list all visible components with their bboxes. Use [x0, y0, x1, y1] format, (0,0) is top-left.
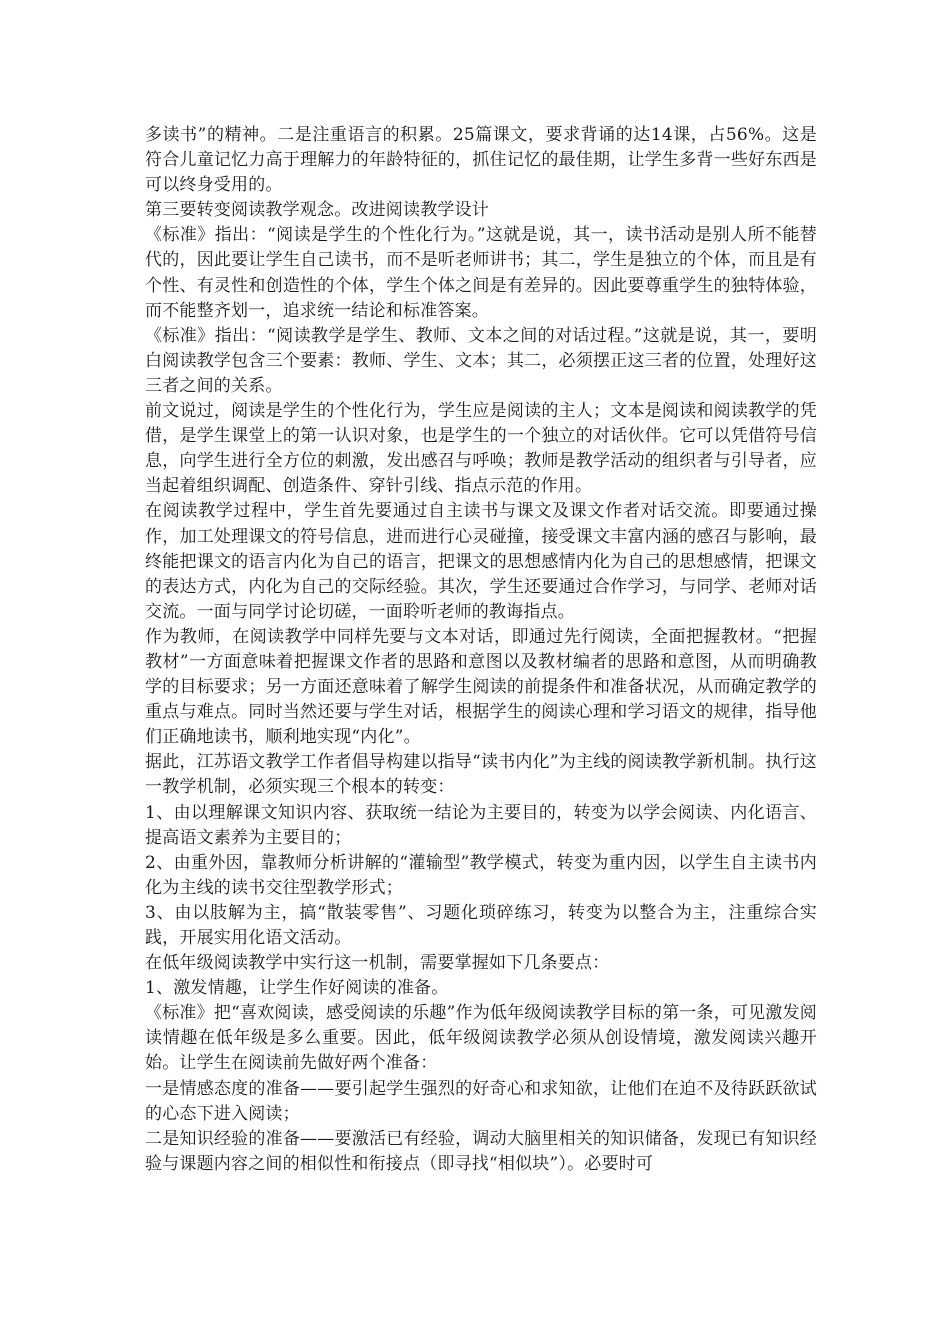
list-item: 1、由以理解课文知识内容、获取统一结论为主要目的，转变为以学会阅读、内化语言、提高语文素养为主要目的； — [145, 802, 817, 848]
paragraph: 作为教师，在阅读教学中同样先要与文本对话，即通过先行阅读，全面把握教材。“把握教材”一方面意味着把握课文作者的思路和意图以及教材编者的思路和意图，从而明确教学的目标要求；另一方面还意味着了解学生阅读的前提条件和准备状况，从而确定教学的重点与难点。同时当然还要与学生对话，根据学生的阅读心理和学习语文的规律，指导他们正确地读书，顺利地实现“内化”。 — [145, 626, 817, 748]
list-item: 3、由以肢解为主，搞“散装零售”、习题化琐碎练习，转变为以整合为主，注重综合实践，开展实用化语文活动。 — [145, 902, 817, 948]
paragraph: 在阅读教学过程中，学生首先要通过自主读书与课文及课文作者对话交流。即要通过操作，加工处理课文的符号信息，进而进行心灵碰撞，接受课文丰富内涵的感召与影响，最终能把课文的语言内化为自己的语言，把课文的思想感情内化为自己的思想感情，把课文的表达方式，内化为自己的交际经验。其次，学生还要通过合作学习，与同学、老师对话交流。一面与同学讨论切磋，一面聆听老师的教诲指点。 — [145, 501, 817, 622]
paragraph: 《标准》指出：“阅读是学生的个性化行为。”这就是说，其一，读书活动是别人所不能替代的，因此要让学生自己读书，而不是听老师讲书；其二，学生是独立的个体，而且是有个性、有灵性和创造性的个体，学生个体之间是有差异的。因此要尊重学生的独特体验，而不能整齐划一，追求统一结论和标准答案。 — [145, 225, 817, 321]
section-heading: 第三要转变阅读教学观念。改进阅读教学设计 — [145, 200, 489, 221]
paragraph: 二是知识经验的准备——要激活已有经验，调动大脑里相关的知识储备，发现已有知识经验与课题内容之间的相似性和衔接点（即寻找“相似块”）。必要时可 — [145, 1128, 817, 1174]
paragraph: 《标准》把“喜欢阅读，感受阅读的乐趣”作为低年级阅读教学目标的第一条，可见激发阅读情趣在低年级是多么重要。因此，低年级阅读教学必须从创设情境，激发阅读兴趣开始。让学生在阅读前先做好两个准备： — [145, 1003, 817, 1074]
subheading: 1、激发情趣，让学生作好阅读的准备。 — [145, 978, 449, 999]
paragraph: 在低年级阅读教学中实行这一机制，需要掌握如下几条要点： — [145, 953, 610, 974]
paragraph: 多读书”的精神。二是注重语言的积累。25篇课文，要求背诵的达14课，占56%。这是符合儿童记忆力高于理解力的年龄特征的，抓住记忆的最佳期，让学生多背一些好东西是可以终身受用的。 — [145, 125, 817, 196]
paragraph: 前文说过，阅读是学生的个性化行为，学生应是阅读的主人；文本是阅读和阅读教学的凭借，是学生课堂上的第一认识对象，也是学生的一个独立的对话伙伴。它可以凭借符号信息，向学生进行全方位的刺激，发出感召与呼唤；教师是教学活动的组织者与引导者，应当起着组织调配、创造条件、穿针引线、指点示范的作用。 — [145, 401, 817, 497]
paragraph: 一是情感态度的准备——要引起学生强烈的好奇心和求知欲，让他们在迫不及待跃跃欲试的心态下进入阅读； — [145, 1078, 817, 1124]
paragraph: 《标准》指出：“阅读教学是学生、教师、文本之间的对话过程。”这就是说，其一，要明白阅读教学包含三个要素：教师、学生、文本；其二，必须摆正这三者的位置，处理好这三者之间的关系。 — [145, 325, 817, 396]
document-body — [145, 123, 817, 1177]
list-item: 2、由重外因，靠教师分析讲解的“灌输型”教学模式，转变为重内因，以学生自主读书内化为主线的读书交往型教学形式； — [145, 852, 817, 898]
paragraph: 据此，江苏语文教学工作者倡导构建以指导“读书内化”为主线的阅读教学新机制。执行这一教学机制，必须实现三个根本的转变： — [145, 752, 817, 798]
